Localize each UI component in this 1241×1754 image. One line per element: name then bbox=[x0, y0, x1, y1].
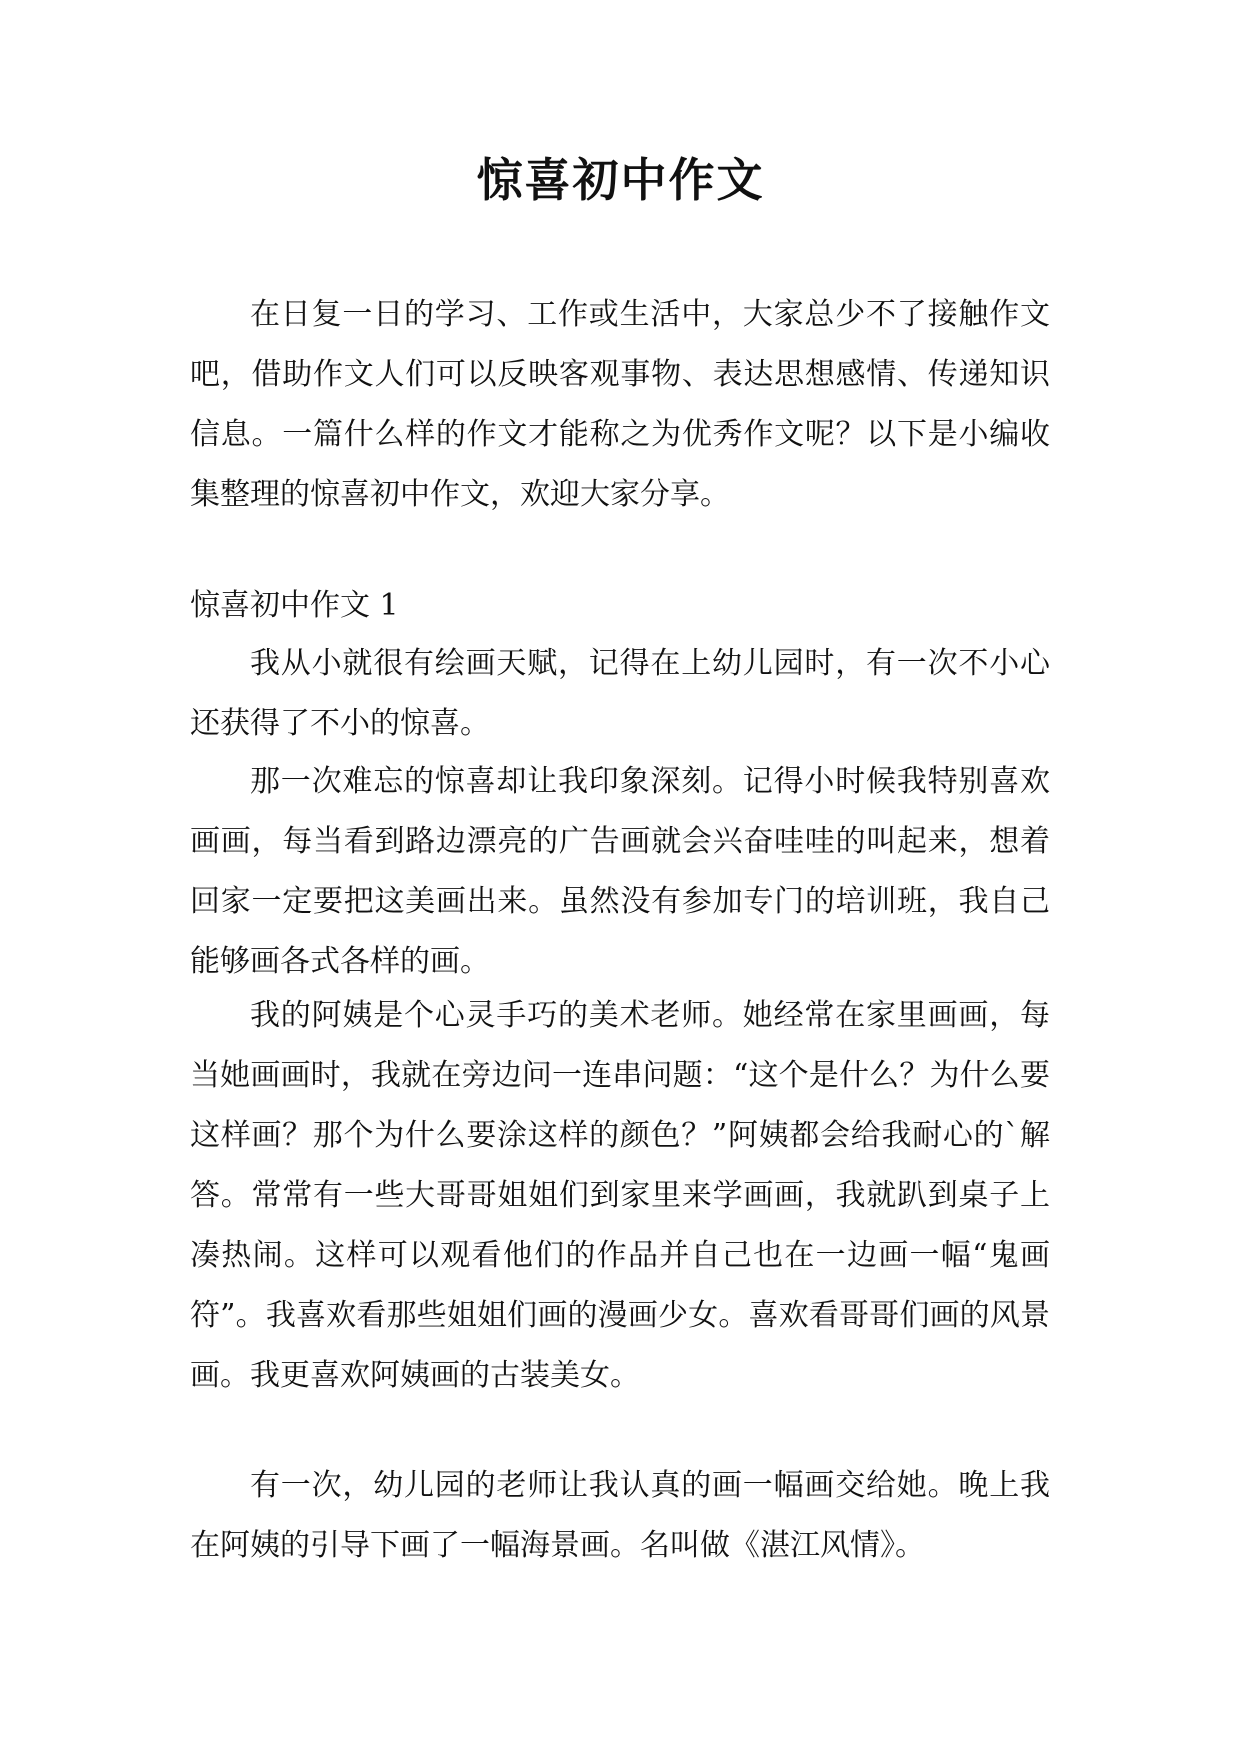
document-title: 惊喜初中作文 bbox=[476, 153, 765, 207]
body-paragraph: 那一次难忘的惊喜却让我印象深刻。记得小时候我特别喜欢画画，每当看到路边漂亮的广告画就会兴奋哇哇的叫起来，想着回家一定要把这美画出来。虽然没有参加专门的培训班，我自己能够画各式各样的画。 bbox=[190, 764, 1050, 979]
section-heading: 惊喜初中作文 1 bbox=[190, 588, 399, 623]
intro-paragraph: 在日复一日的学习、工作或生活中，大家总少不了接触作文吧，借助作文人们可以反映客观事物、表达思想感情、传递知识信息。一篇什么样的作文才能称之为优秀作文呢？以下是小编收集整理的惊喜初中作文，欢迎大家分享。 bbox=[190, 297, 1050, 512]
body-paragraph: 我从小就很有绘画天赋，记得在上幼儿园时，有一次不小心还获得了不小的惊喜。 bbox=[190, 646, 1050, 741]
body-paragraph: 有一次，幼儿园的老师让我认真的画一幅画交给她。晚上我在阿姨的引导下画了一幅海景画。名叫做《湛江风情》。 bbox=[190, 1468, 1050, 1563]
body-paragraph: 我的阿姨是个心灵手巧的美术老师。她经常在家里画画，每当她画画时，我就在旁边问一连串问题：“这个是什么？为什么要这样画？那个为什么要涂这样的颜色？”阿姨都会给我耐心的`解答。常常有一些大哥哥姐姐们到家里来学画画，我就趴到桌子上凑热闹。这样可以观看他们的作品并自己也在一边画一幅“鬼画符”。我喜欢看那些姐姐们画的漫画少女。喜欢看哥哥们画的风景画。我更喜欢阿姨画的古装美女。 bbox=[190, 998, 1050, 1393]
